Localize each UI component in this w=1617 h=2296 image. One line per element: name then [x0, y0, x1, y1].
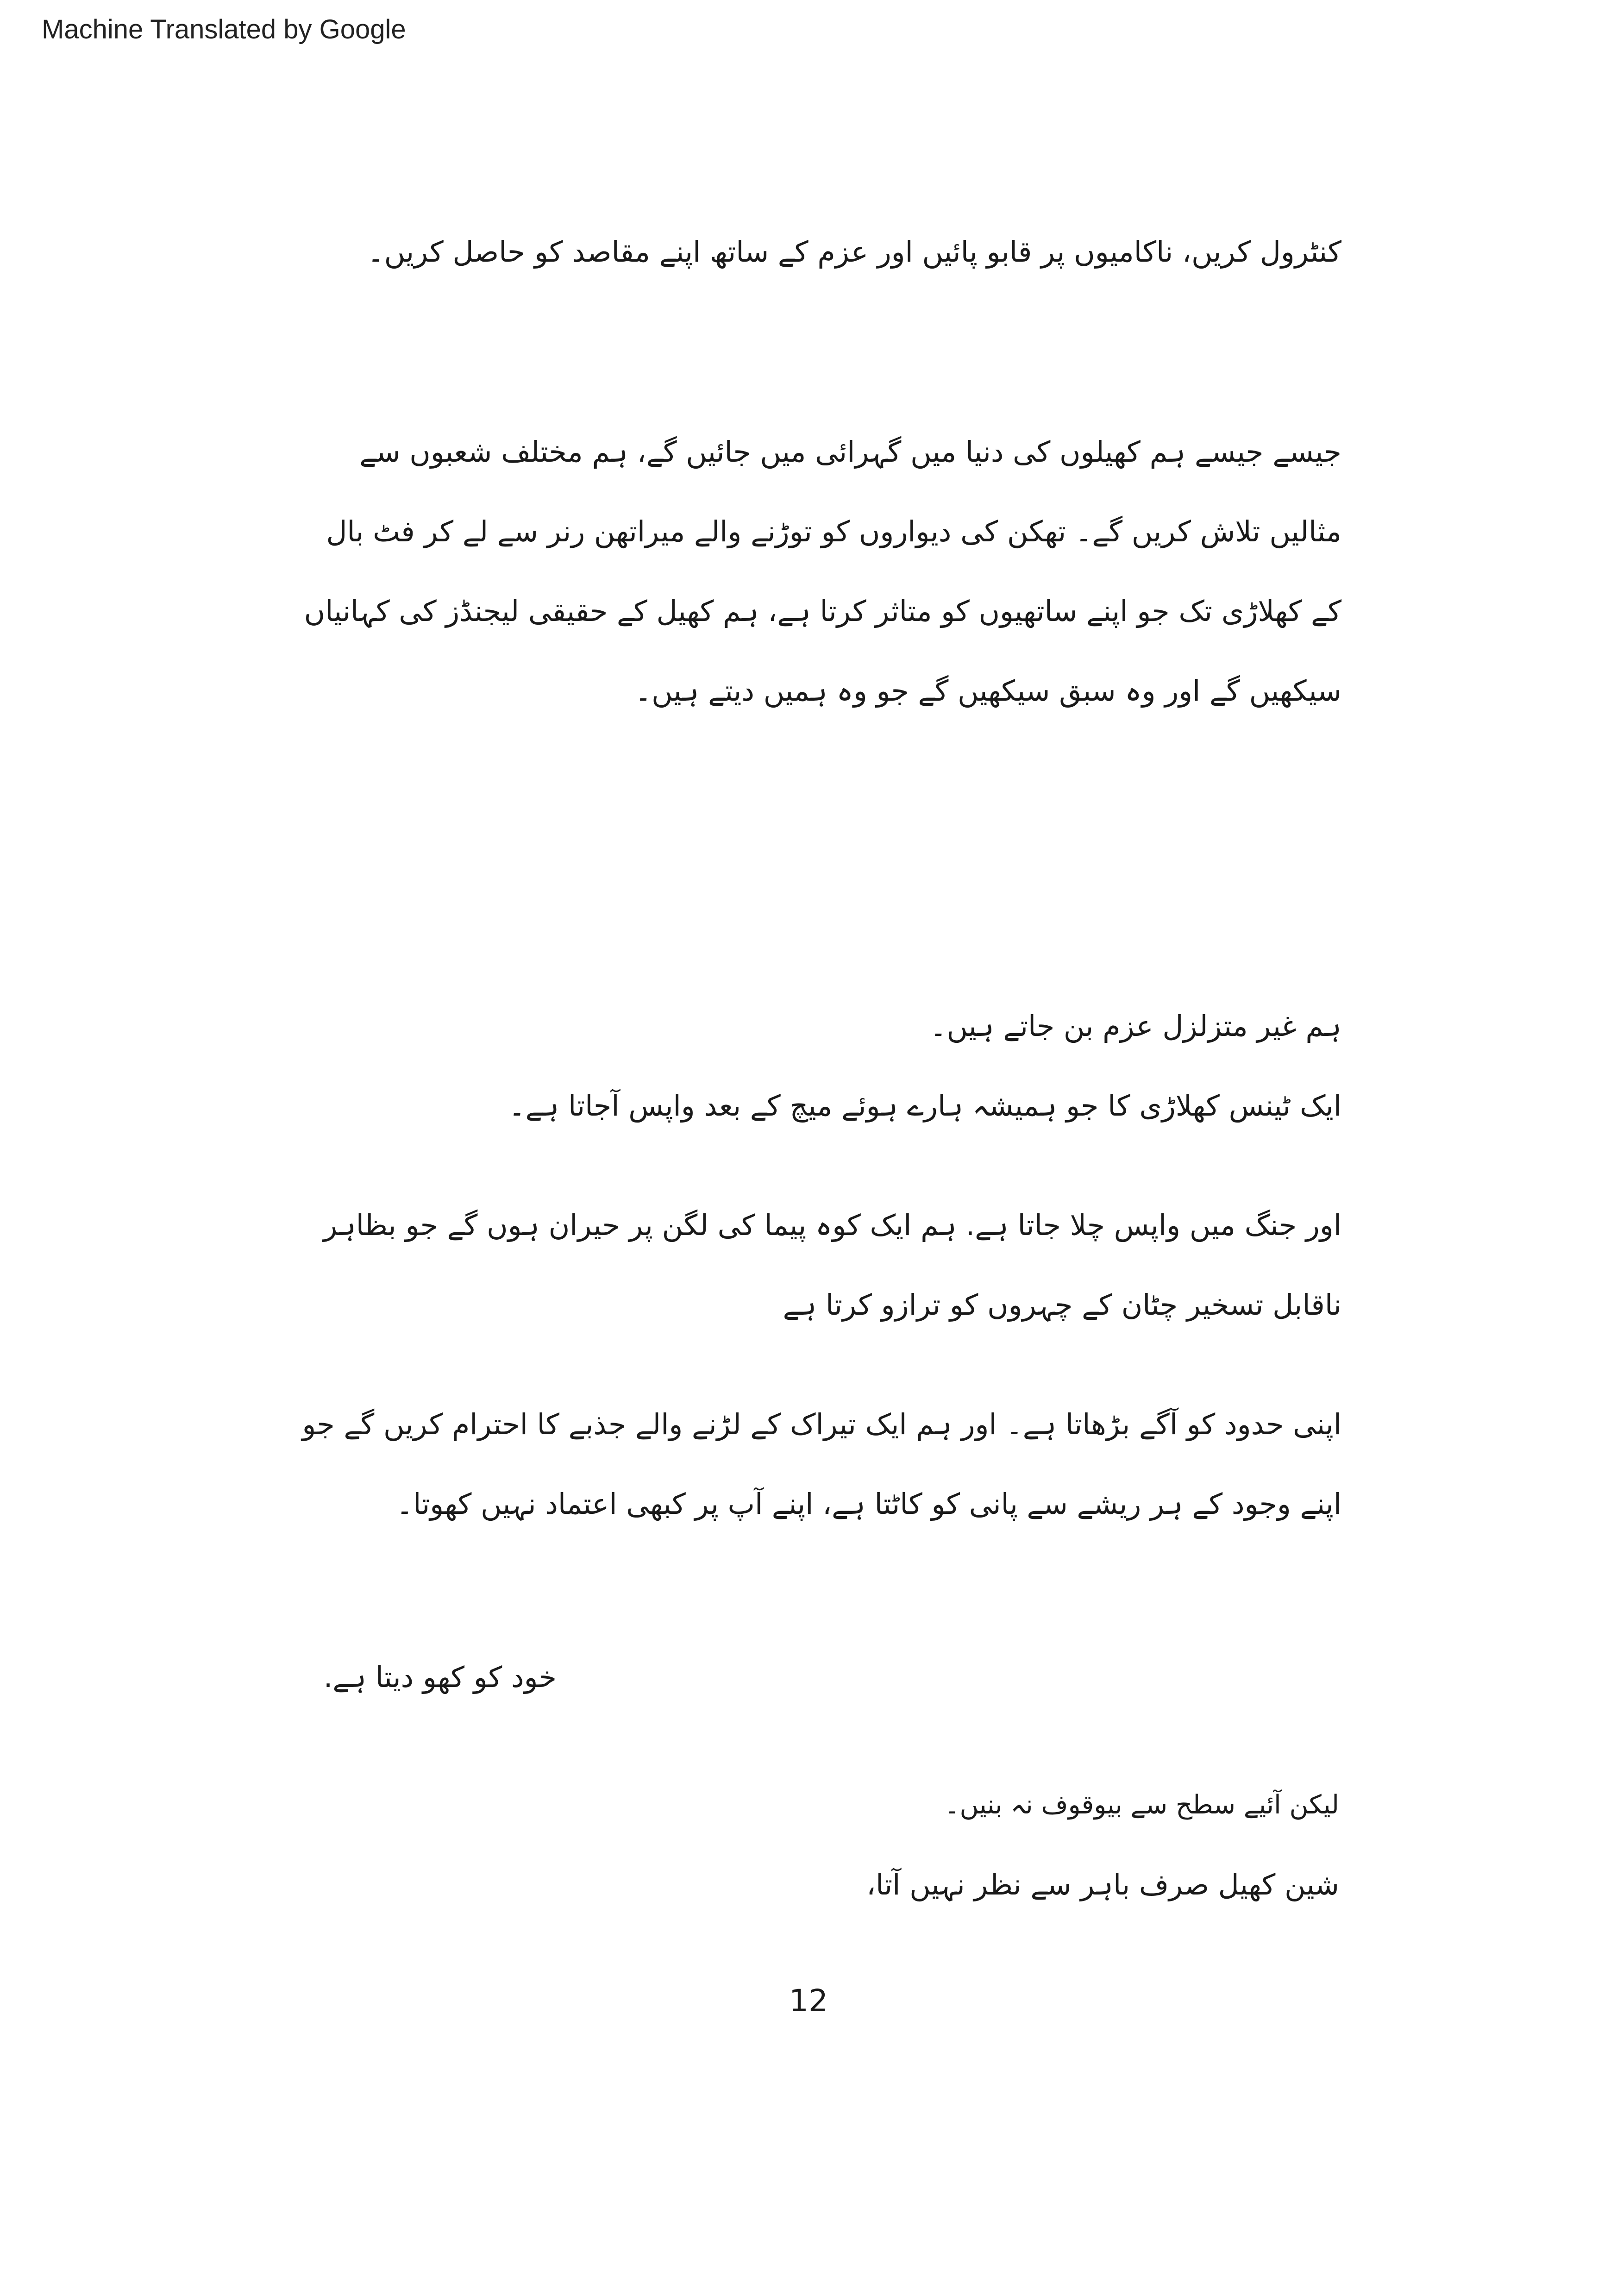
- paragraph-line: کنٹرول کریں، ناکامیوں پر قابو پائیں اور عزم کے ساتھ اپنے مقاصد کو حاصل کریں۔: [367, 235, 1341, 269]
- machine-translation-notice: Machine Translated by Google: [42, 14, 406, 44]
- page-number: 12: [789, 1983, 828, 2019]
- paragraph-line: مثالیں تلاش کریں گے۔ تھکن کی دیواروں کو توڑنے والے میراتھن رنر سے لے کر فٹ بال: [326, 514, 1341, 548]
- paragraph-2: [304, 412, 1341, 731]
- paragraph-4: [323, 1186, 1341, 1345]
- paragraph-line: جیسے جیسے ہم کھیلوں کی دنیا میں گہرائی میں جائیں گے، ہم مختلف شعبوں سے: [359, 435, 1341, 469]
- paragraph-3: [508, 986, 1341, 1146]
- paragraph-line: ہم غیر متزلزل عزم بن جاتے ہیں۔: [930, 1009, 1341, 1043]
- paragraph-5: [302, 1385, 1341, 1544]
- paragraph-6: [324, 1637, 557, 1717]
- paragraph-line: لیکن آئیے سطح سے بیوقوف نہ بنیں۔: [944, 1790, 1339, 1820]
- paragraph-line: اپنے وجود کے ہر ریشے سے پانی کو کاٹتا ہے، اپنے آپ پر کبھی اعتماد نہیں کھوتا۔: [396, 1487, 1341, 1521]
- paragraph-line: کے کھلاڑی تک جو اپنے ساتھیوں کو متاثر کرتا ہے، ہم کھیل کے حقیقی لیجنڈز کی کہانیاں: [304, 594, 1341, 628]
- paragraph-line: ایک ٹینس کھلاڑی کا جو ہمیشہ ہارے ہوئے میچ کے بعد واپس آجاتا ہے۔: [508, 1089, 1341, 1123]
- paragraph-line: اور جنگ میں واپس چلا جاتا ہے. ہم ایک کوہ پیما کی لگن پر حیران ہوں گے جو بظاہر: [323, 1208, 1341, 1242]
- paragraph-1: [367, 212, 1341, 292]
- paragraph-line: اپنی حدود کو آگے بڑھاتا ہے۔ اور ہم ایک تیراک کے لڑنے والے جذبے کا احترام کریں گے جو: [302, 1407, 1341, 1441]
- paragraph-line: ناقابل تسخیر چٹان کے چہروں کو ترازو کرتا ہے: [783, 1288, 1341, 1322]
- paragraph-7: [866, 1765, 1339, 1925]
- paragraph-line: خود کو کھو دیتا ہے.: [323, 1660, 557, 1694]
- paragraph-line: شین کھیل صرف باہر سے نظر نہیں آتا،: [866, 1868, 1339, 1901]
- paragraph-line: سیکھیں گے اور وہ سبق سیکھیں گے جو وہ ہمیں دیتے ہیں۔: [634, 674, 1341, 708]
